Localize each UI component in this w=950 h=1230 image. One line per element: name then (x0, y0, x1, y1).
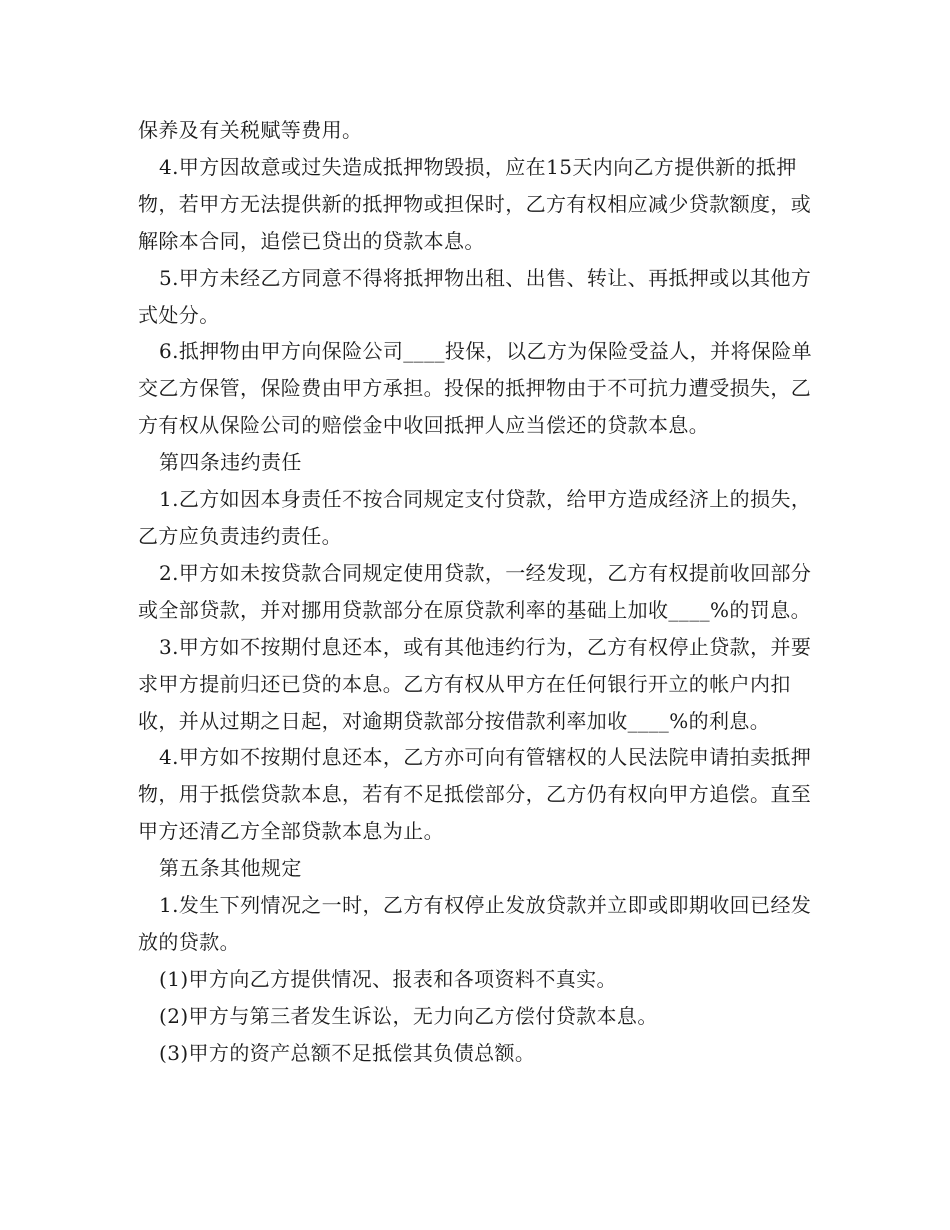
section-heading-article-4: 第四条违约责任 (159, 450, 302, 475)
paragraph-clause-4-1: 1.乙方如因本身责任不按合同规定支付贷款，给甲方造成经济上的损失，乙方应负责违约责任。 (138, 487, 812, 548)
paragraph-clause-4-3: 3.甲方如不按期付息还本，或有其他违约行为，乙方有权停止贷款，并要求甲方提前归还已贷的本息。乙方有权从甲方在任何银行开立的帐户内扣收，并从过期之日起，对逾期贷款部分按借款利率加收____%的利息。 (138, 634, 812, 733)
paragraph-clause-3-6: 6.抵押物由甲方向保险公司____投保，以乙方为保险受益人，并将保险单交乙方保管，保险费由甲方承担。投保的抵押物由于不可抗力遭受损失，乙方有权从保险公司的赔偿金中收回抵押人应当偿还的贷款本息。 (138, 339, 813, 438)
list-item-5-1-1: (1)甲方向乙方提供情况、报表和各项资料不真实。 (159, 966, 617, 991)
paragraph-clause-4-4: 4.甲方如不按期付息还本，乙方亦可向有管辖权的人民法院申请拍卖抵押物，用于抵偿贷款本息，若有不足抵偿部分，乙方仍有权向甲方追偿。直至甲方还清乙方全部贷款本息为止。 (138, 745, 812, 844)
paragraph-clause-4-2: 2.甲方如未按贷款合同规定使用贷款，一经发现，乙方有权提前收回部分或全部贷款，并对挪用贷款部分在原贷款利率的基础上加收____%的罚息。 (138, 560, 812, 622)
list-item-5-1-2: (2)甲方与第三者发生诉讼，无力向乙方偿付贷款本息。 (159, 1003, 658, 1028)
paragraph-continuation: 保养及有关税赋等费用。 (138, 118, 363, 142)
paragraph-clause-3-4: 4.甲方因故意或过失造成抵押物毁损，应在15天内向乙方提供新的抵押物，若甲方无法提供新的抵押物或担保时，乙方有权相应减少贷款额度，或解除本合同，追偿已贷出的贷款本息。 (138, 154, 812, 253)
paragraph-clause-5-1: 1.发生下列情况之一时，乙方有权停止发放贷款并立即或即期收回已经发放的贷款。 (138, 893, 812, 954)
list-item-5-1-3: (3)甲方的资产总额不足抵偿其负债总额。 (159, 1040, 536, 1065)
section-heading-article-5: 第五条其他规定 (159, 856, 302, 881)
paragraph-clause-3-5: 5.甲方未经乙方同意不得将抵押物出租、出售、转让、再抵押或以其他方式处分。 (138, 265, 812, 327)
document-page (138, 112, 828, 1072)
